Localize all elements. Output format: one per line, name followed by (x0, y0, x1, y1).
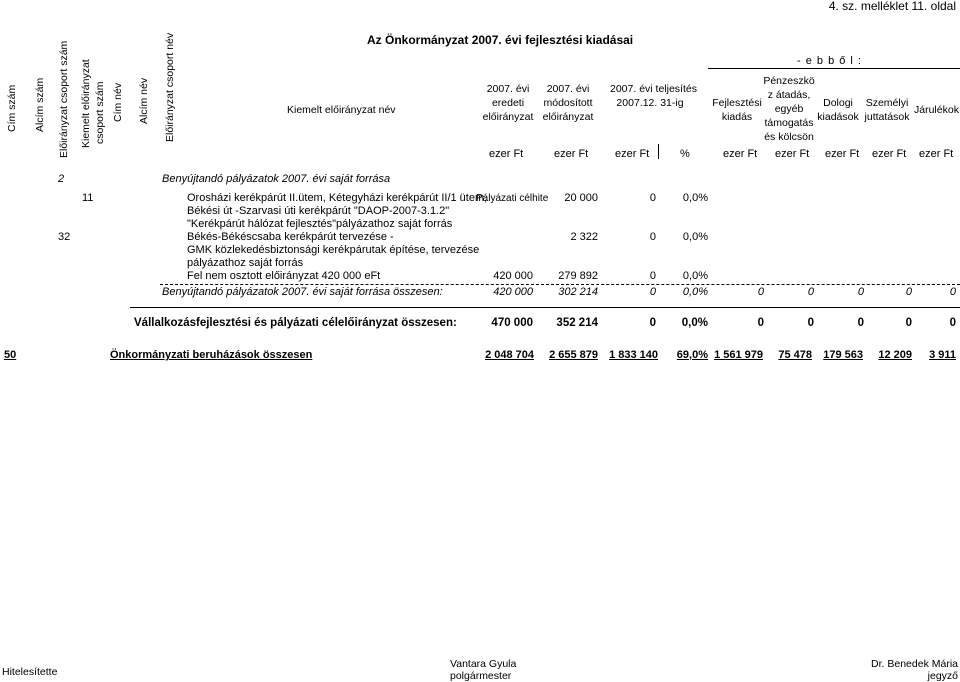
row-desc-line1: Békés-Békéscsaba kerékpárút tervezése - (187, 231, 394, 243)
header-penzeszkoz: Pénzeszkö z átadás, egyéb támogatás és kölcsön (763, 75, 815, 143)
divider-line (130, 307, 960, 308)
grand-total-jarulekok: 3 911 (929, 349, 956, 361)
header-kiemelt-eloiranyzat-line2: csoport szám (94, 81, 106, 144)
row-desc-line2: Békési út -Szarvasi úti kerékpárút "DAOP-2007-3.1.2" (187, 205, 450, 217)
grand-total-penzeszkoz: 75 478 (778, 349, 812, 361)
group-total-dologi: 0 (857, 317, 864, 329)
page-reference: 4. sz. melléklet 11. oldal (828, 0, 956, 13)
unit-szemelyi: ezer Ft (872, 148, 907, 160)
header-jarulekok: Járulékok (914, 104, 959, 116)
section-title: Benyújtandó pályázatok 2007. évi saját forrása (162, 173, 391, 185)
grand-total-pct: 69,0% (676, 349, 708, 361)
unit-fejlesztesi: ezer Ft (723, 148, 758, 160)
header-alcim-szam: Alcím szám (34, 77, 46, 132)
group-total-penzeszkoz: 0 (807, 317, 814, 329)
footer-clerk-title: jegyző (927, 670, 958, 682)
unit-pct: % (680, 148, 690, 160)
row-eredeti: 20 000 (564, 192, 598, 204)
header-szemelyi: Személyi juttatások (864, 97, 910, 123)
group-total-jarulekok: 0 (949, 317, 956, 329)
row-modositott: 279 892 (558, 270, 598, 282)
row-teljesites: 0 (649, 231, 656, 243)
subtotal-dologi: 0 (857, 286, 864, 298)
ebbol-line (708, 68, 960, 69)
header-kiemelt-eloiranyzat-line1: Kiemelt előirányzat (80, 59, 92, 148)
subtotal-modositott: 302 214 (558, 286, 598, 298)
row-code: 11 (82, 192, 94, 204)
row-desc: Fel nem osztott előirányzat 420 000 eFt (187, 270, 381, 282)
row-teljesites: 0 (649, 270, 656, 282)
grand-total-fejlesztesi: 1 561 979 (714, 349, 763, 361)
footer-mayor-name: Vantara Gyula (450, 658, 517, 670)
header-kiemelt-nev: Kiemelt előirányzat név (287, 104, 396, 116)
unit-jarulekok: ezer Ft (919, 148, 954, 160)
header-dologi: Dologi kiadások (817, 97, 859, 123)
group-total-label: Vállalkozásfejlesztési és pályázati célelőirányzat összesen: (134, 317, 457, 329)
header-ebbol: - e b b ő l : (797, 55, 862, 67)
row-pct: 0,0% (682, 270, 708, 282)
page-title: Az Önkormányzat 2007. évi fejlesztési kiadásai (367, 33, 634, 47)
row-desc-line1: Orosházi kerékpárút II.ütem, Kétegyházi kerékpárút II/1 ütem, (187, 192, 488, 204)
subtotal-label: Benyújtandó pályázatok 2007. évi saját forrása összesen: (162, 286, 443, 298)
header-cim-nev: Cím név (112, 82, 124, 122)
group-total-eredeti: 470 000 (491, 317, 533, 329)
header-alcim-nev: Alcím név (138, 77, 150, 124)
grand-total-modositott: 2 655 879 (549, 349, 598, 361)
unit-eredeti: ezer Ft (489, 148, 524, 160)
group-total-teljesites: 0 (649, 317, 656, 329)
grand-total-label: Önkormányzati beruházások összesen (110, 349, 313, 361)
grand-total-szemelyi: 12 209 (878, 349, 912, 361)
group-total-fejlesztesi: 0 (757, 317, 764, 329)
unit-teljesites: ezer Ft (615, 148, 650, 160)
row-eredeti: 2 322 (570, 231, 598, 243)
subtotal-penzeszkoz: 0 (807, 286, 814, 298)
header-eloiranyzat-csoport-nev: Előirányzat csoport név (164, 32, 176, 142)
footer-clerk-name: Dr. Benedek Mária (871, 658, 958, 670)
group-total-modositott: 352 214 (556, 317, 598, 329)
group-total-szemelyi: 0 (905, 317, 912, 329)
group-total-pct: 0,0% (681, 317, 708, 329)
subtotal-fejlesztesi: 0 (757, 286, 764, 298)
section-code: 2 (58, 173, 65, 185)
footer-mayor-title: polgármester (450, 670, 512, 682)
row-teljesites: 0 (649, 192, 656, 204)
unit-penzeszkoz: ezer Ft (775, 148, 810, 160)
unit-dologi: ezer Ft (825, 148, 860, 160)
header-eloiranyzat-csoport-szam: Előirányzat csoport szám (58, 40, 70, 158)
dashed-divider (160, 284, 960, 285)
subtotal-eredeti: 420 000 (493, 286, 533, 298)
row-note: Pályázati célhite (476, 193, 549, 204)
subtotal-jarulekok: 0 (949, 286, 956, 298)
row-pct: 0,0% (682, 231, 708, 243)
row-eredeti: 420 000 (493, 270, 533, 282)
unit-divider (658, 144, 659, 159)
footer-hitelesitette: Hitelesítette (2, 666, 58, 678)
row-desc-line3: pályázathoz saját forrás (187, 257, 304, 269)
subtotal-teljesites: 0 (649, 286, 656, 298)
unit-modositott: ezer Ft (554, 148, 589, 160)
row-code: 32 (58, 231, 71, 243)
header-eredeti: 2007. évi eredeti előirányzat (482, 83, 534, 123)
header-teljesites: 2007. évi teljesítés 2007.12. 31-ig (610, 83, 697, 109)
header-fejlesztesi: Fejlesztési kiadás (712, 97, 762, 123)
grand-total-eredeti: 2 048 704 (485, 349, 534, 361)
subtotal-szemelyi: 0 (905, 286, 912, 298)
subtotal-pct: 0,0% (682, 286, 708, 298)
grand-total-dologi: 179 563 (823, 349, 863, 361)
row-desc-line2: GMK közlekedésbiztonsági kerékpárutak építése, tervezése (187, 244, 480, 256)
header-modositott: 2007. évi módosított előirányzat (542, 83, 594, 123)
header-cim-szam: Cím szám (6, 84, 18, 132)
row-pct: 0,0% (682, 192, 708, 204)
grand-total-teljesites: 1 833 140 (609, 349, 658, 361)
row-desc-line3: "Kerékpárút hálózat fejlesztés"pályázathoz saját forrás (187, 218, 453, 230)
grand-total-code: 50 (4, 349, 17, 361)
